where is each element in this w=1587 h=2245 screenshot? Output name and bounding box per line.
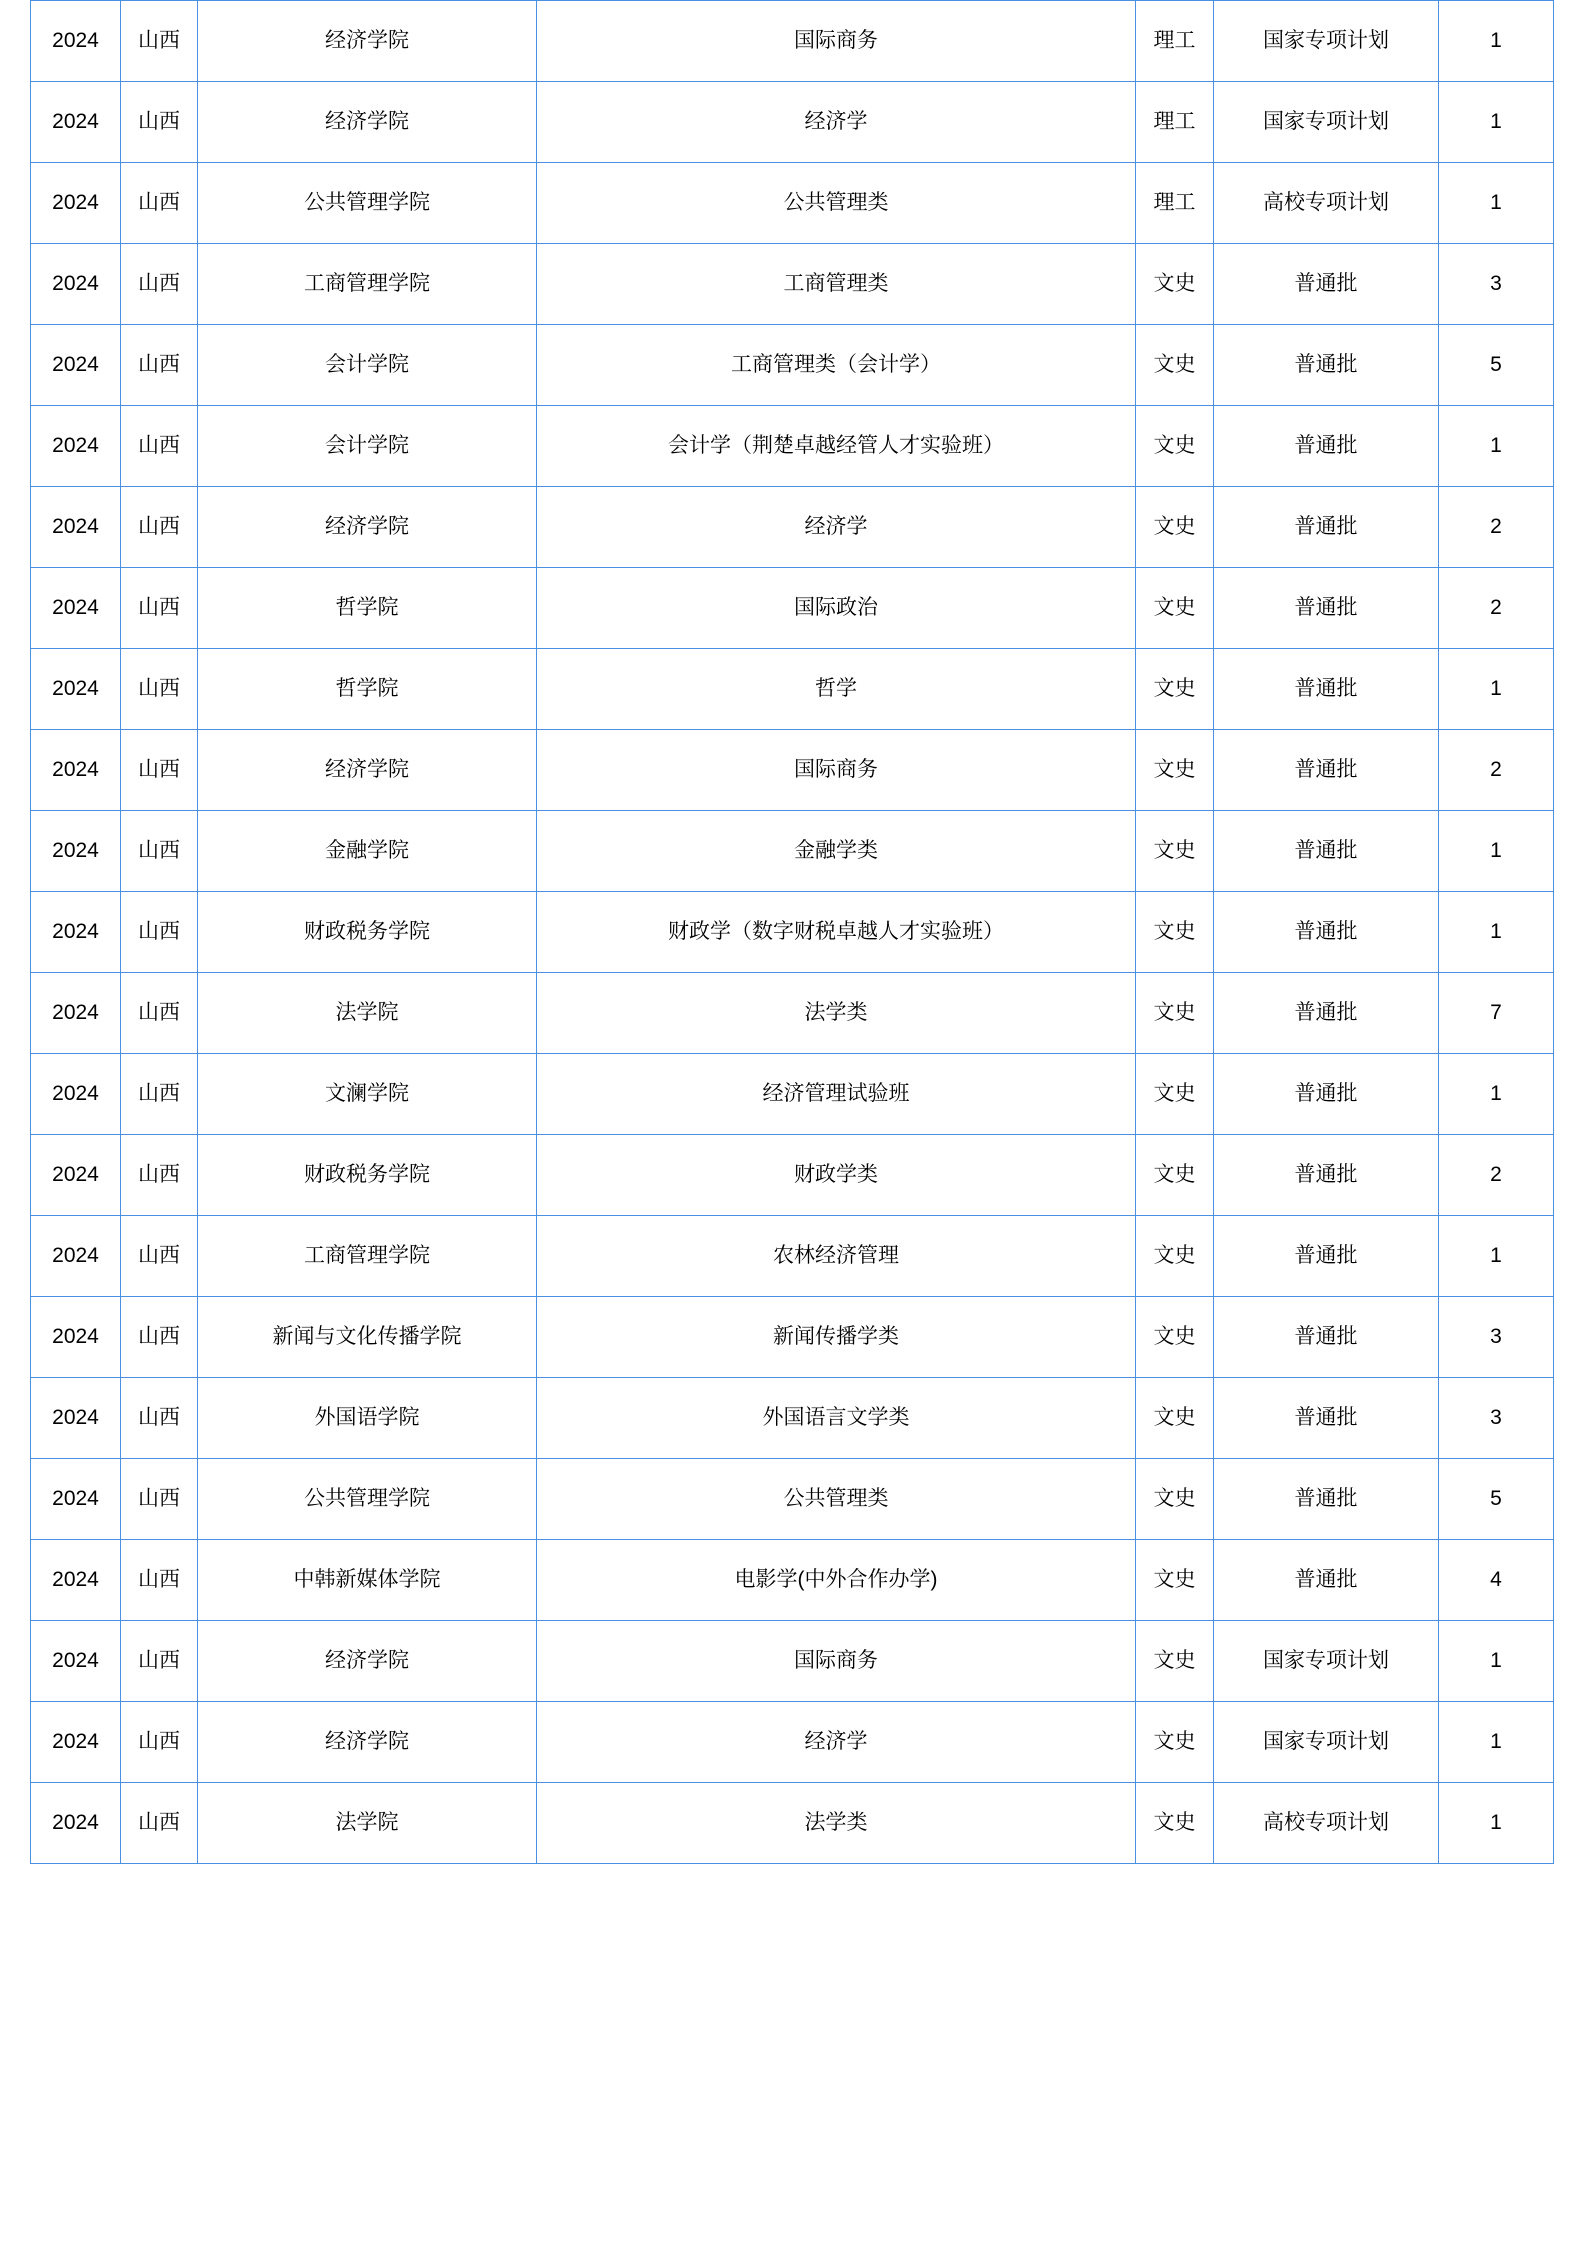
cell-year: 2024 <box>31 1054 121 1135</box>
cell-year: 2024 <box>31 82 121 163</box>
cell-major: 公共管理类 <box>537 1459 1136 1540</box>
cell-province: 山西 <box>121 1459 198 1540</box>
cell-major: 经济学 <box>537 487 1136 568</box>
cell-subject: 理工 <box>1136 1 1214 82</box>
cell-major: 公共管理类 <box>537 163 1136 244</box>
cell-year: 2024 <box>31 1621 121 1702</box>
cell-province: 山西 <box>121 1054 198 1135</box>
cell-batch: 普通批 <box>1214 1216 1439 1297</box>
cell-year: 2024 <box>31 325 121 406</box>
cell-major: 国际商务 <box>537 1621 1136 1702</box>
cell-province: 山西 <box>121 649 198 730</box>
cell-year: 2024 <box>31 730 121 811</box>
cell-major: 经济学 <box>537 1702 1136 1783</box>
cell-batch: 高校专项计划 <box>1214 163 1439 244</box>
cell-college: 法学院 <box>198 973 537 1054</box>
cell-batch: 普通批 <box>1214 1459 1439 1540</box>
cell-subject: 文史 <box>1136 811 1214 892</box>
table-row <box>31 406 1554 487</box>
cell-province: 山西 <box>121 1135 198 1216</box>
cell-count: 3 <box>1439 244 1554 325</box>
cell-count: 1 <box>1439 1783 1554 1864</box>
cell-college: 经济学院 <box>198 82 537 163</box>
cell-count: 2 <box>1439 730 1554 811</box>
cell-subject: 文史 <box>1136 1378 1214 1459</box>
cell-college: 哲学院 <box>198 649 537 730</box>
cell-subject: 文史 <box>1136 1054 1214 1135</box>
cell-subject: 理工 <box>1136 82 1214 163</box>
cell-college: 法学院 <box>198 1783 537 1864</box>
table-body <box>31 1 1554 1864</box>
cell-major: 经济学 <box>537 82 1136 163</box>
cell-count: 1 <box>1439 1216 1554 1297</box>
cell-college: 文澜学院 <box>198 1054 537 1135</box>
cell-count: 3 <box>1439 1378 1554 1459</box>
cell-count: 3 <box>1439 1297 1554 1378</box>
cell-count: 1 <box>1439 1702 1554 1783</box>
table-row <box>31 1054 1554 1135</box>
cell-college: 工商管理学院 <box>198 1216 537 1297</box>
cell-count: 7 <box>1439 973 1554 1054</box>
cell-province: 山西 <box>121 406 198 487</box>
table-row <box>31 1702 1554 1783</box>
cell-province: 山西 <box>121 730 198 811</box>
cell-count: 2 <box>1439 568 1554 649</box>
cell-count: 4 <box>1439 1540 1554 1621</box>
cell-year: 2024 <box>31 1216 121 1297</box>
cell-subject: 文史 <box>1136 1297 1214 1378</box>
cell-batch: 普通批 <box>1214 1297 1439 1378</box>
cell-subject: 文史 <box>1136 1459 1214 1540</box>
cell-count: 2 <box>1439 1135 1554 1216</box>
cell-major: 财政学（数字财税卓越人才实验班） <box>537 892 1136 973</box>
cell-province: 山西 <box>121 1621 198 1702</box>
cell-college: 经济学院 <box>198 1702 537 1783</box>
cell-province: 山西 <box>121 811 198 892</box>
cell-batch: 高校专项计划 <box>1214 1783 1439 1864</box>
cell-college: 公共管理学院 <box>198 163 537 244</box>
cell-major: 新闻传播学类 <box>537 1297 1136 1378</box>
cell-subject: 文史 <box>1136 244 1214 325</box>
cell-subject: 文史 <box>1136 1621 1214 1702</box>
cell-count: 1 <box>1439 406 1554 487</box>
cell-college: 哲学院 <box>198 568 537 649</box>
table-row <box>31 1135 1554 1216</box>
cell-major: 外国语言文学类 <box>537 1378 1136 1459</box>
cell-batch: 普通批 <box>1214 811 1439 892</box>
cell-major: 农林经济管理 <box>537 1216 1136 1297</box>
cell-batch: 普通批 <box>1214 1378 1439 1459</box>
cell-major: 国际商务 <box>537 1 1136 82</box>
cell-year: 2024 <box>31 487 121 568</box>
cell-province: 山西 <box>121 1216 198 1297</box>
table-row <box>31 730 1554 811</box>
cell-subject: 文史 <box>1136 1216 1214 1297</box>
cell-province: 山西 <box>121 1783 198 1864</box>
cell-year: 2024 <box>31 163 121 244</box>
table-row <box>31 1540 1554 1621</box>
cell-batch: 国家专项计划 <box>1214 1702 1439 1783</box>
cell-year: 2024 <box>31 973 121 1054</box>
table-row <box>31 568 1554 649</box>
cell-college: 会计学院 <box>198 406 537 487</box>
cell-major: 金融学类 <box>537 811 1136 892</box>
cell-count: 1 <box>1439 649 1554 730</box>
cell-year: 2024 <box>31 1702 121 1783</box>
cell-province: 山西 <box>121 1540 198 1621</box>
cell-batch: 普通批 <box>1214 730 1439 811</box>
cell-count: 1 <box>1439 1621 1554 1702</box>
cell-province: 山西 <box>121 892 198 973</box>
cell-province: 山西 <box>121 568 198 649</box>
cell-province: 山西 <box>121 82 198 163</box>
cell-year: 2024 <box>31 244 121 325</box>
cell-batch: 普通批 <box>1214 568 1439 649</box>
cell-year: 2024 <box>31 568 121 649</box>
cell-college: 经济学院 <box>198 487 537 568</box>
cell-batch: 普通批 <box>1214 1135 1439 1216</box>
table-row <box>31 244 1554 325</box>
cell-college: 金融学院 <box>198 811 537 892</box>
cell-subject: 文史 <box>1136 1783 1214 1864</box>
cell-batch: 普通批 <box>1214 1540 1439 1621</box>
cell-subject: 文史 <box>1136 487 1214 568</box>
table-row <box>31 487 1554 568</box>
cell-major: 经济管理试验班 <box>537 1054 1136 1135</box>
table-row <box>31 1621 1554 1702</box>
cell-college: 公共管理学院 <box>198 1459 537 1540</box>
cell-college: 经济学院 <box>198 730 537 811</box>
cell-count: 1 <box>1439 892 1554 973</box>
cell-year: 2024 <box>31 811 121 892</box>
cell-major: 国际商务 <box>537 730 1136 811</box>
cell-province: 山西 <box>121 244 198 325</box>
cell-year: 2024 <box>31 892 121 973</box>
cell-college: 中韩新媒体学院 <box>198 1540 537 1621</box>
cell-province: 山西 <box>121 163 198 244</box>
cell-count: 1 <box>1439 811 1554 892</box>
cell-batch: 普通批 <box>1214 406 1439 487</box>
cell-college: 经济学院 <box>198 1 537 82</box>
table-row <box>31 973 1554 1054</box>
cell-batch: 国家专项计划 <box>1214 82 1439 163</box>
cell-major: 法学类 <box>537 973 1136 1054</box>
cell-batch: 普通批 <box>1214 487 1439 568</box>
cell-count: 1 <box>1439 82 1554 163</box>
cell-year: 2024 <box>31 1297 121 1378</box>
cell-year: 2024 <box>31 1378 121 1459</box>
table-row <box>31 163 1554 244</box>
cell-year: 2024 <box>31 1459 121 1540</box>
table-row <box>31 1783 1554 1864</box>
table-row <box>31 1216 1554 1297</box>
cell-college: 新闻与文化传播学院 <box>198 1297 537 1378</box>
cell-subject: 文史 <box>1136 568 1214 649</box>
cell-batch: 普通批 <box>1214 973 1439 1054</box>
cell-year: 2024 <box>31 1540 121 1621</box>
cell-batch: 普通批 <box>1214 1054 1439 1135</box>
cell-college: 会计学院 <box>198 325 537 406</box>
cell-college: 财政税务学院 <box>198 892 537 973</box>
cell-province: 山西 <box>121 1702 198 1783</box>
cell-province: 山西 <box>121 1 198 82</box>
cell-year: 2024 <box>31 406 121 487</box>
cell-count: 1 <box>1439 1 1554 82</box>
table-row <box>31 892 1554 973</box>
cell-subject: 文史 <box>1136 973 1214 1054</box>
cell-count: 1 <box>1439 163 1554 244</box>
cell-province: 山西 <box>121 487 198 568</box>
cell-major: 工商管理类（会计学） <box>537 325 1136 406</box>
cell-province: 山西 <box>121 1378 198 1459</box>
cell-year: 2024 <box>31 1 121 82</box>
admission-plan-table <box>30 0 1554 1864</box>
cell-count: 5 <box>1439 325 1554 406</box>
cell-province: 山西 <box>121 1297 198 1378</box>
table-row <box>31 649 1554 730</box>
cell-subject: 理工 <box>1136 163 1214 244</box>
cell-province: 山西 <box>121 973 198 1054</box>
cell-count: 2 <box>1439 487 1554 568</box>
table-row <box>31 1459 1554 1540</box>
cell-batch: 国家专项计划 <box>1214 1 1439 82</box>
cell-batch: 普通批 <box>1214 649 1439 730</box>
cell-major: 工商管理类 <box>537 244 1136 325</box>
table-row <box>31 325 1554 406</box>
cell-batch: 普通批 <box>1214 244 1439 325</box>
table-row <box>31 1 1554 82</box>
cell-subject: 文史 <box>1136 730 1214 811</box>
table-row <box>31 811 1554 892</box>
cell-subject: 文史 <box>1136 1540 1214 1621</box>
cell-subject: 文史 <box>1136 1702 1214 1783</box>
cell-batch: 普通批 <box>1214 892 1439 973</box>
cell-subject: 文史 <box>1136 406 1214 487</box>
cell-subject: 文史 <box>1136 1135 1214 1216</box>
cell-college: 工商管理学院 <box>198 244 537 325</box>
cell-year: 2024 <box>31 649 121 730</box>
cell-subject: 文史 <box>1136 325 1214 406</box>
cell-major: 电影学(中外合作办学) <box>537 1540 1136 1621</box>
cell-batch: 国家专项计划 <box>1214 1621 1439 1702</box>
cell-subject: 文史 <box>1136 892 1214 973</box>
cell-college: 外国语学院 <box>198 1378 537 1459</box>
cell-major: 国际政治 <box>537 568 1136 649</box>
table-row <box>31 82 1554 163</box>
cell-batch: 普通批 <box>1214 325 1439 406</box>
cell-province: 山西 <box>121 325 198 406</box>
cell-major: 财政学类 <box>537 1135 1136 1216</box>
cell-major: 哲学 <box>537 649 1136 730</box>
table-row <box>31 1378 1554 1459</box>
cell-year: 2024 <box>31 1135 121 1216</box>
cell-college: 经济学院 <box>198 1621 537 1702</box>
cell-count: 5 <box>1439 1459 1554 1540</box>
cell-subject: 文史 <box>1136 649 1214 730</box>
table-row <box>31 1297 1554 1378</box>
cell-college: 财政税务学院 <box>198 1135 537 1216</box>
cell-major: 会计学（荆楚卓越经管人才实验班） <box>537 406 1136 487</box>
cell-year: 2024 <box>31 1783 121 1864</box>
cell-count: 1 <box>1439 1054 1554 1135</box>
cell-major: 法学类 <box>537 1783 1136 1864</box>
